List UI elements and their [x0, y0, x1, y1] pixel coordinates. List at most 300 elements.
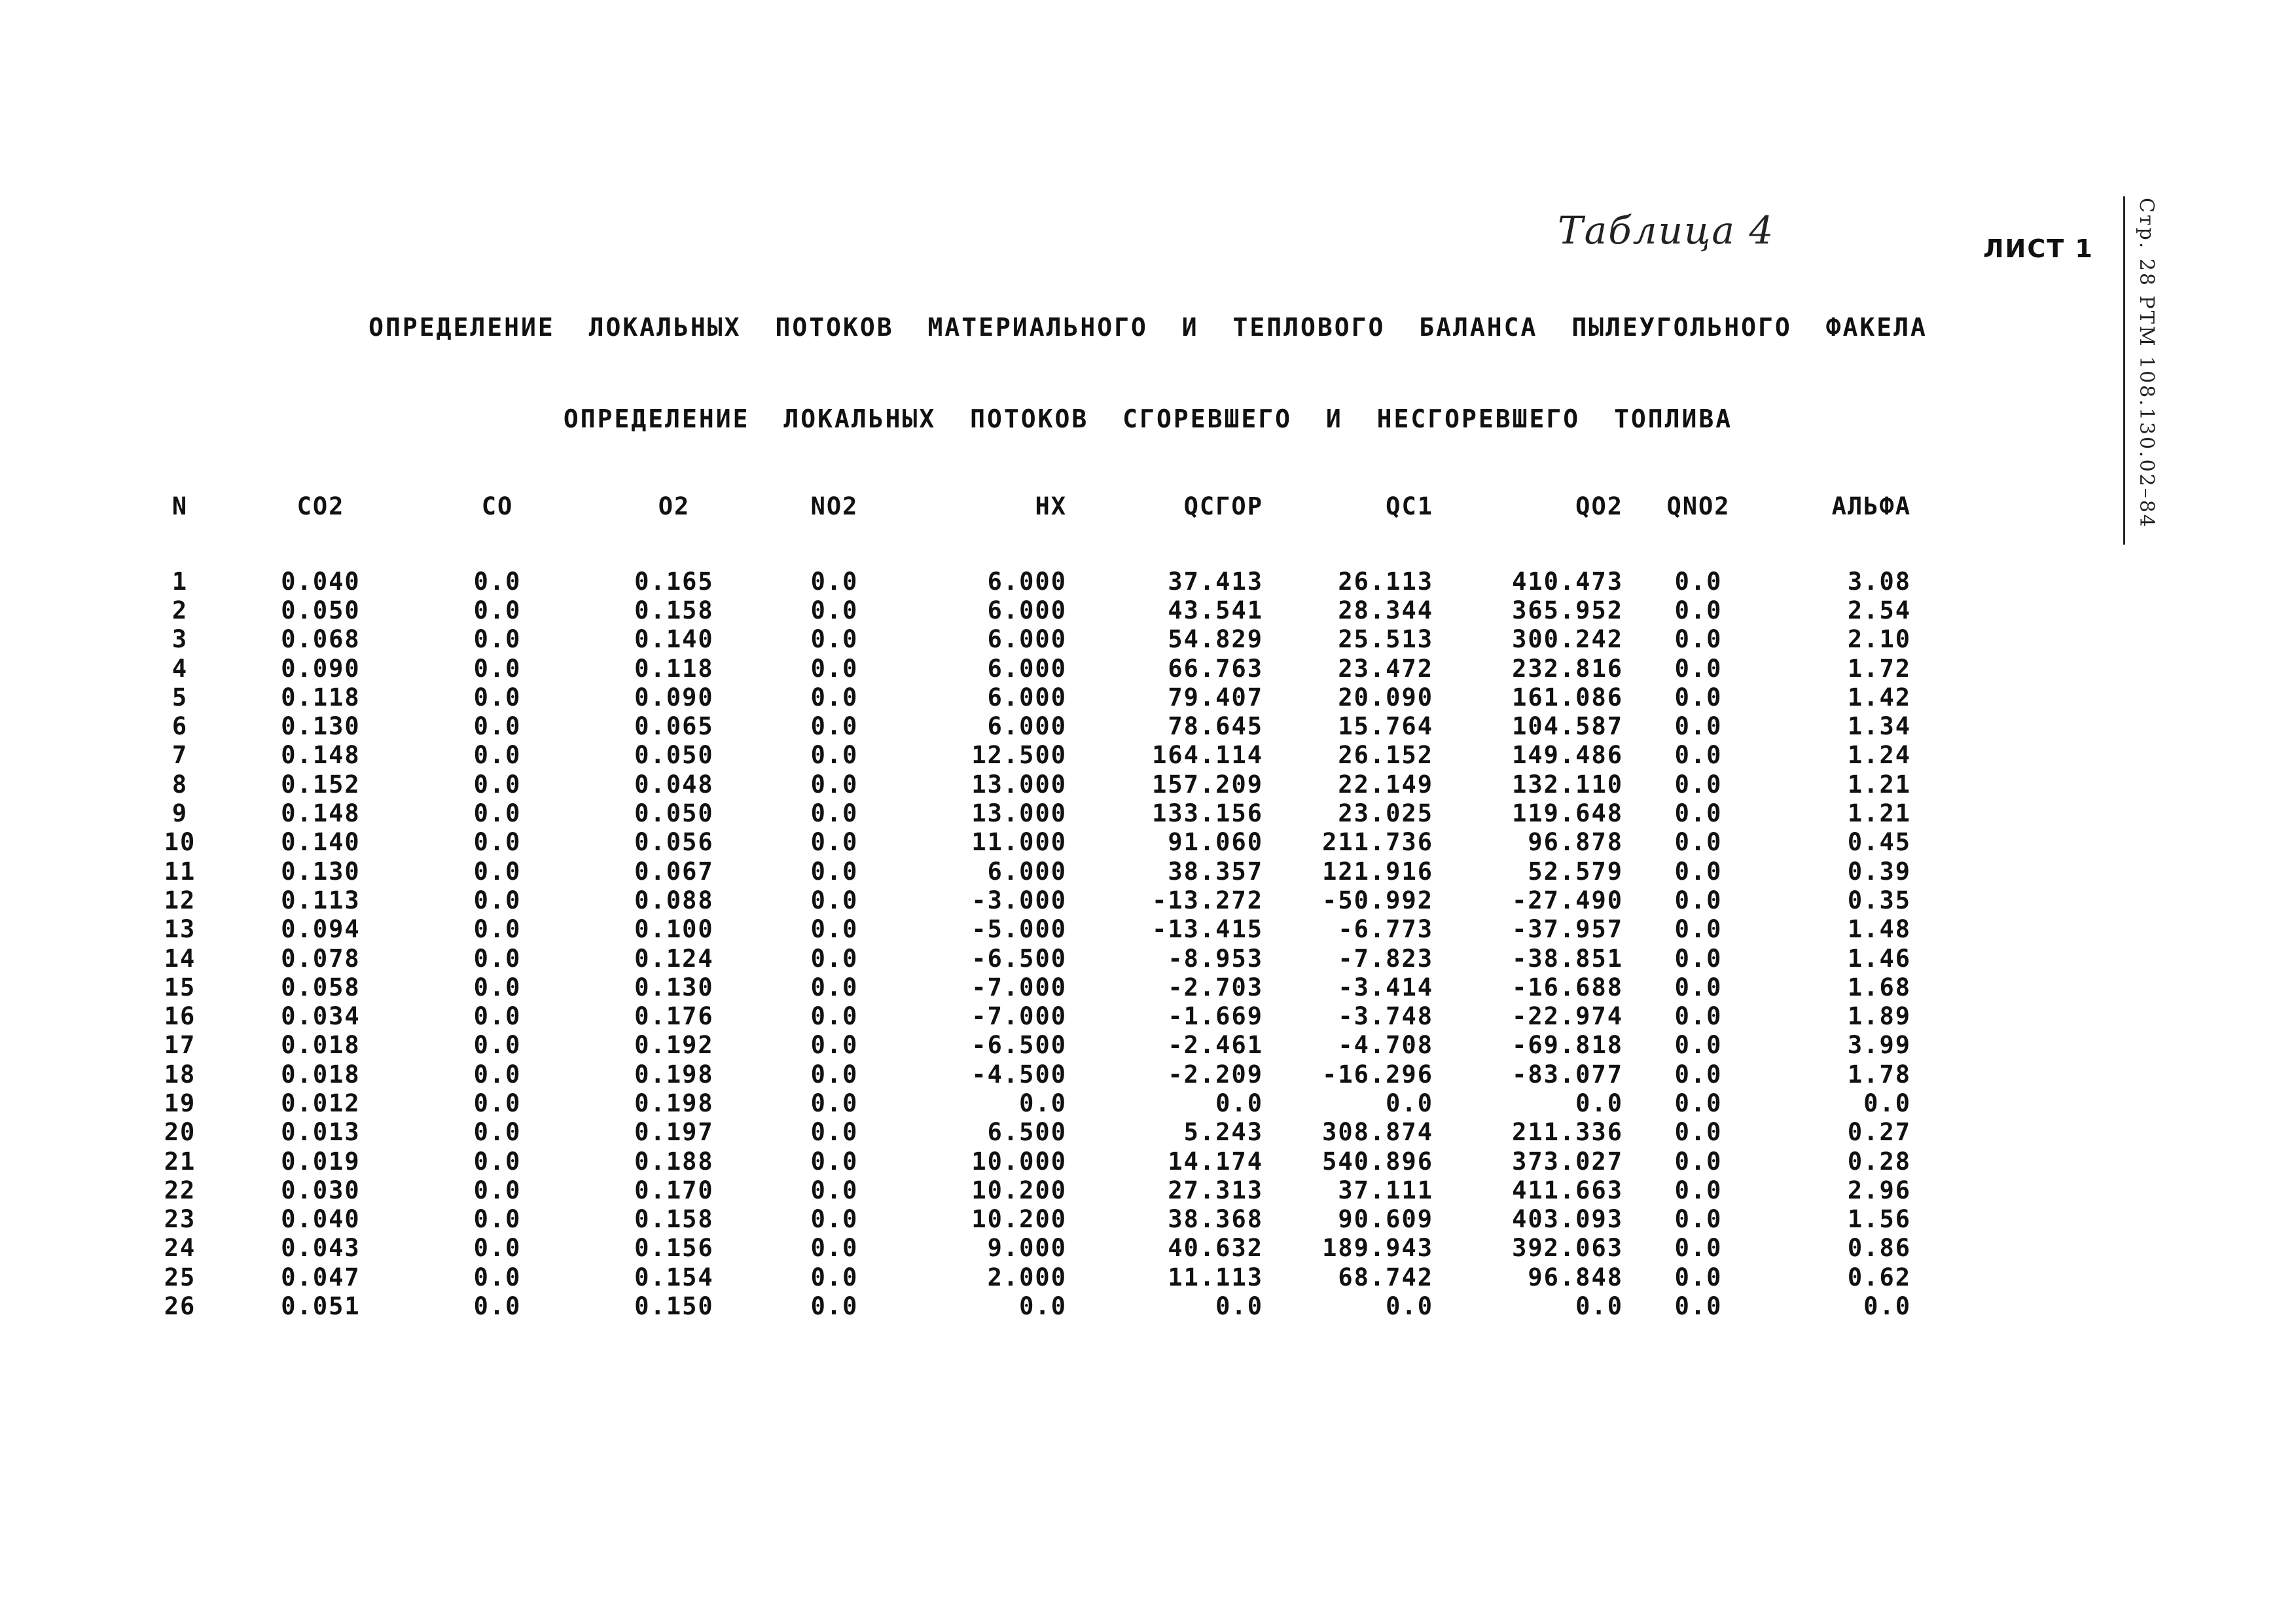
- table-cell: 0.170: [634, 1176, 714, 1204]
- table-cell: 20: [164, 1118, 196, 1147]
- table-cell: 20.090: [1338, 683, 1433, 712]
- table-cell: 11: [164, 857, 196, 886]
- table-cell: 4: [171, 654, 188, 683]
- table-cell: 0.050: [634, 741, 714, 770]
- table-cell: -69.818: [1512, 1031, 1623, 1060]
- table-cell: -16.688: [1512, 973, 1623, 1001]
- column-header: N: [171, 492, 188, 520]
- table-cell: 0.013: [281, 1118, 361, 1147]
- table-cell: 0.0: [1674, 1147, 1723, 1176]
- table-cell: 0.0: [810, 886, 859, 914]
- table-cell: 18: [164, 1060, 196, 1089]
- table-cell: 132.110: [1512, 770, 1623, 799]
- table-cell: 14.174: [1168, 1147, 1263, 1176]
- table-cell: 37.413: [1168, 567, 1263, 596]
- table-cell: 392.063: [1512, 1234, 1623, 1263]
- table-cell: 3.08: [1847, 567, 1911, 596]
- table-cell: 0.0: [810, 1031, 859, 1060]
- table-cell: 6.500: [987, 1118, 1067, 1147]
- table-cell: 0.012: [281, 1089, 361, 1117]
- table-cell: 0.0: [473, 915, 522, 944]
- table-cell: 23: [164, 1205, 196, 1234]
- table-cell: 0.140: [281, 828, 361, 857]
- table-cell: 0.040: [281, 567, 361, 596]
- table-row: [137, 944, 2022, 973]
- table-cell: 38.368: [1168, 1205, 1263, 1234]
- table-cell: 3.99: [1847, 1031, 1911, 1060]
- table-cell: 10.200: [971, 1176, 1067, 1204]
- table-cell: -8.953: [1168, 944, 1263, 973]
- table-cell: 0.0: [473, 654, 522, 683]
- table-cell: 0.158: [634, 1205, 714, 1234]
- table-cell: 0.040: [281, 1205, 361, 1234]
- table-cell: 0.198: [634, 1089, 714, 1117]
- table-cell: 0.047: [281, 1263, 361, 1291]
- table-cell: 0.198: [634, 1060, 714, 1089]
- table-cell: 0.0: [473, 567, 522, 596]
- table-cell: -1.669: [1168, 1002, 1263, 1031]
- table-cell: 54.829: [1168, 625, 1263, 654]
- table-cell: 0.0: [473, 1176, 522, 1204]
- table-cell: -3.414: [1338, 973, 1433, 1001]
- sheet-number-label: ЛИСТ 1: [1983, 234, 2094, 263]
- table-row: [137, 596, 2022, 624]
- table-cell: 10.000: [971, 1147, 1067, 1176]
- table-cell: 9.000: [987, 1234, 1067, 1263]
- table-row: [137, 1060, 2022, 1089]
- table-cell: 1.48: [1847, 915, 1911, 944]
- table-cell: 0.0: [1674, 973, 1723, 1001]
- table-row: [137, 1234, 2022, 1263]
- table-cell: -5.000: [971, 915, 1067, 944]
- table-cell: 0.0: [1674, 1118, 1723, 1147]
- table-cell: -50.992: [1322, 886, 1433, 914]
- table-cell: 0.130: [281, 712, 361, 741]
- table-cell: 0.0: [473, 886, 522, 914]
- table-cell: 21: [164, 1147, 196, 1176]
- table-cell: 25: [164, 1263, 196, 1291]
- table-cell: 0.0: [1215, 1089, 1263, 1117]
- table-row: [137, 1147, 2022, 1176]
- table-cell: 0.019: [281, 1147, 361, 1176]
- table-cell: 0.0: [810, 741, 859, 770]
- table-cell: 0.0: [473, 1118, 522, 1147]
- table-cell: 0.0: [810, 1263, 859, 1291]
- table-cell: 0.0: [1674, 625, 1723, 654]
- table-cell: 1.42: [1847, 683, 1911, 712]
- table-cell: 28.344: [1338, 596, 1433, 624]
- table-body: [137, 567, 2022, 1321]
- table-cell: 13.000: [971, 799, 1067, 828]
- table-cell: 0.0: [810, 973, 859, 1001]
- table-cell: 0.0: [473, 1263, 522, 1291]
- table-cell: 211.336: [1512, 1118, 1623, 1147]
- table-cell: 19: [164, 1089, 196, 1117]
- table-cell: 24: [164, 1234, 196, 1263]
- table-cell: 0.0: [473, 973, 522, 1001]
- table-row: [137, 1001, 2022, 1030]
- table-cell: -4.708: [1338, 1031, 1433, 1060]
- table-cell: 0.0: [473, 596, 522, 624]
- table-cell: 26.113: [1338, 567, 1433, 596]
- table-header-row: [137, 486, 2022, 526]
- table-row: [137, 1089, 2022, 1117]
- table-cell: 104.587: [1512, 712, 1623, 741]
- table-cell: 1.21: [1847, 770, 1911, 799]
- table-cell: 0.0: [1674, 596, 1723, 624]
- column-header: QNO2: [1666, 492, 1731, 520]
- table-cell: 0.0: [1674, 1234, 1723, 1263]
- table-cell: 0.056: [634, 828, 714, 857]
- table-cell: 10: [164, 828, 196, 857]
- table-cell: 0.148: [281, 799, 361, 828]
- table-cell: 0.0: [1674, 1176, 1723, 1204]
- table-row: [137, 799, 2022, 827]
- table-cell: 0.0: [1674, 886, 1723, 914]
- table-cell: 0.051: [281, 1292, 361, 1321]
- table-cell: 161.086: [1512, 683, 1623, 712]
- table-cell: 0.0: [473, 799, 522, 828]
- table-row: [137, 683, 2022, 712]
- table-row: [137, 973, 2022, 1001]
- table-cell: 2.54: [1847, 596, 1911, 624]
- table-cell: 0.0: [473, 1205, 522, 1234]
- table-cell: 0.0: [810, 1234, 859, 1263]
- table-cell: 0.0: [1674, 654, 1723, 683]
- table-cell: 2.96: [1847, 1176, 1911, 1204]
- table-cell: 0.0: [473, 1089, 522, 1117]
- table-cell: -3.748: [1338, 1002, 1433, 1031]
- table-row: [137, 915, 2022, 944]
- table-cell: 0.090: [634, 683, 714, 712]
- column-header: HX: [1035, 492, 1067, 520]
- table-cell: 0.0: [1674, 567, 1723, 596]
- table-row: [137, 654, 2022, 683]
- table-cell: 0.0: [473, 1234, 522, 1263]
- table-cell: 211.736: [1322, 828, 1433, 857]
- table-cell: 0.0: [810, 944, 859, 973]
- table-cell: 0.148: [281, 741, 361, 770]
- table-cell: 0.0: [1674, 944, 1723, 973]
- table-row: [137, 770, 2022, 799]
- table-cell: 0.0: [1215, 1292, 1263, 1321]
- table-cell: 0.018: [281, 1060, 361, 1089]
- table-cell: 0.118: [634, 654, 714, 683]
- table-cell: 0.043: [281, 1234, 361, 1263]
- table-cell: 1.21: [1847, 799, 1911, 828]
- document-heading-secondary: ОПРЕДЕЛЕНИЕ ЛОКАЛЬНЫХ ПОТОКОВ СГОРЕВШЕГО И НЕСГОРЕВШЕГО ТОПЛИВА: [563, 405, 1733, 433]
- table-cell: 164.114: [1152, 741, 1263, 770]
- side-reference-rule: [2123, 196, 2125, 545]
- table-cell: 0.0: [1386, 1292, 1433, 1321]
- table-cell: 2: [171, 596, 188, 624]
- table-cell: 0.0: [473, 828, 522, 857]
- document-heading-primary: ОПРЕДЕЛЕНИЕ ЛОКАЛЬНЫХ ПОТОКОВ МАТЕРИАЛЬНОГО И ТЕПЛОВОГО БАЛАНСА ПЫЛЕУГОЛЬНОГО ФАКЕЛА: [368, 313, 1928, 342]
- table-cell: 373.027: [1512, 1147, 1623, 1176]
- table-cell: 121.916: [1322, 857, 1433, 886]
- table-cell: 7: [171, 741, 188, 770]
- table-cell: -22.974: [1512, 1002, 1623, 1031]
- table-cell: -27.490: [1512, 886, 1623, 914]
- table-cell: 0.0: [810, 857, 859, 886]
- table-cell: 0.0: [1674, 770, 1723, 799]
- table-number-label: Таблица 4: [1558, 208, 1775, 253]
- table-cell: 0.152: [281, 770, 361, 799]
- table-cell: 232.816: [1512, 654, 1623, 683]
- column-header: CO2: [296, 492, 345, 520]
- table-cell: 540.896: [1322, 1147, 1433, 1176]
- table-cell: 0.0: [810, 1176, 859, 1204]
- table-cell: 0.0: [810, 799, 859, 828]
- table-cell: -83.077: [1512, 1060, 1623, 1089]
- table-cell: 149.486: [1512, 741, 1623, 770]
- table-cell: 0.0: [810, 1089, 859, 1117]
- table-cell: 40.632: [1168, 1234, 1263, 1263]
- table-row: [137, 712, 2022, 740]
- table-cell: 5.243: [1183, 1118, 1263, 1147]
- table-cell: 15.764: [1338, 712, 1433, 741]
- table-cell: 0.0: [1674, 1089, 1723, 1117]
- table-cell: 0.0: [810, 625, 859, 654]
- table-cell: 0.197: [634, 1118, 714, 1147]
- table-cell: 0.090: [281, 654, 361, 683]
- table-row: [137, 1291, 2022, 1320]
- table-cell: 6.000: [987, 712, 1067, 741]
- table-cell: 10.200: [971, 1205, 1067, 1234]
- table-cell: 0.0: [810, 683, 859, 712]
- table-cell: 0.0: [1674, 741, 1723, 770]
- table-cell: -2.461: [1168, 1031, 1263, 1060]
- table-cell: 0.0: [1674, 1205, 1723, 1234]
- table-cell: 6.000: [987, 654, 1067, 683]
- table-cell: 12.500: [971, 741, 1067, 770]
- table-cell: 0.048: [634, 770, 714, 799]
- table-cell: 0.62: [1847, 1263, 1911, 1291]
- table-cell: 0.0: [810, 596, 859, 624]
- table-cell: 0.0: [1674, 1031, 1723, 1060]
- table-cell: 22.149: [1338, 770, 1433, 799]
- table-cell: 403.093: [1512, 1205, 1623, 1234]
- table-cell: 0.0: [473, 741, 522, 770]
- table-cell: 0.0: [810, 828, 859, 857]
- table-cell: 0.150: [634, 1292, 714, 1321]
- table-cell: 157.209: [1152, 770, 1263, 799]
- table-cell: 0.058: [281, 973, 361, 1001]
- column-header: QС1: [1386, 492, 1433, 520]
- table-cell: 0.0: [1674, 1002, 1723, 1031]
- table-cell: 0.0: [810, 1118, 859, 1147]
- table-cell: 0.030: [281, 1176, 361, 1204]
- table-cell: 0.176: [634, 1002, 714, 1031]
- table-cell: 17: [164, 1031, 196, 1060]
- table-cell: 0.0: [810, 1205, 859, 1234]
- table-cell: 0.068: [281, 625, 361, 654]
- table-cell: 0.0: [1674, 712, 1723, 741]
- table-cell: 0.0: [1674, 799, 1723, 828]
- table-row: [137, 857, 2022, 886]
- table-cell: -7.000: [971, 973, 1067, 1001]
- table-row: [137, 828, 2022, 857]
- table-cell: 0.0: [1575, 1089, 1623, 1117]
- table-cell: -38.851: [1512, 944, 1623, 973]
- table-cell: 38.357: [1168, 857, 1263, 886]
- table-cell: 0.0: [1674, 1060, 1723, 1089]
- table-cell: 119.648: [1512, 799, 1623, 828]
- table-cell: 6.000: [987, 596, 1067, 624]
- table-row: [137, 741, 2022, 770]
- table-cell: 5: [171, 683, 188, 712]
- table-row: [137, 1263, 2022, 1291]
- table-cell: 27.313: [1168, 1176, 1263, 1204]
- table-cell: 0.27: [1847, 1118, 1911, 1147]
- table-row: [137, 886, 2022, 914]
- table-cell: 23.472: [1338, 654, 1433, 683]
- table-cell: 0.0: [473, 1002, 522, 1031]
- table-row: [137, 567, 2022, 596]
- table-cell: 0.0: [473, 944, 522, 973]
- table-cell: 26: [164, 1292, 196, 1321]
- table-cell: 0.188: [634, 1147, 714, 1176]
- table-cell: 0.192: [634, 1031, 714, 1060]
- table-cell: 0.156: [634, 1234, 714, 1263]
- table-cell: 13: [164, 915, 196, 944]
- table-cell: 0.130: [634, 973, 714, 1001]
- table-cell: 189.943: [1322, 1234, 1433, 1263]
- table-cell: 37.111: [1338, 1176, 1433, 1204]
- table-cell: 11.113: [1168, 1263, 1263, 1291]
- table-cell: -2.209: [1168, 1060, 1263, 1089]
- table-cell: 1.24: [1847, 741, 1911, 770]
- table-cell: 8: [171, 770, 188, 799]
- table-cell: 0.0: [1019, 1292, 1067, 1321]
- table-cell: 0.0: [473, 1060, 522, 1089]
- table-cell: 0.018: [281, 1031, 361, 1060]
- table-cell: 0.0: [1674, 683, 1723, 712]
- table-cell: 0.39: [1847, 857, 1911, 886]
- table-cell: 0.154: [634, 1263, 714, 1291]
- table-cell: 0.0: [473, 857, 522, 886]
- table-cell: 308.874: [1322, 1118, 1433, 1147]
- table-cell: 23.025: [1338, 799, 1433, 828]
- table-cell: 0.45: [1847, 828, 1911, 857]
- table-cell: 0.0: [1575, 1292, 1623, 1321]
- table-cell: 0.0: [810, 915, 859, 944]
- table-cell: 12: [164, 886, 196, 914]
- table-row: [137, 1205, 2022, 1234]
- table-cell: 133.156: [1152, 799, 1263, 828]
- table-cell: 0.0: [1863, 1292, 1911, 1321]
- table-cell: 26.152: [1338, 741, 1433, 770]
- table-cell: 0.113: [281, 886, 361, 914]
- table-cell: -37.957: [1512, 915, 1623, 944]
- table-cell: 0.140: [634, 625, 714, 654]
- table-cell: 68.742: [1338, 1263, 1433, 1291]
- side-page-reference: Стр. 28 РТМ 108.130.02–84: [2135, 198, 2158, 529]
- table-cell: 1.46: [1847, 944, 1911, 973]
- table-cell: 0.0: [1674, 1263, 1723, 1291]
- table-cell: 0.118: [281, 683, 361, 712]
- table-cell: 0.124: [634, 944, 714, 973]
- table-cell: 0.86: [1847, 1234, 1911, 1263]
- table-cell: 15: [164, 973, 196, 1001]
- table-cell: 0.0: [473, 1292, 522, 1321]
- table-cell: 96.848: [1528, 1263, 1623, 1291]
- table-cell: 0.130: [281, 857, 361, 886]
- column-header: АЛЬФА: [1831, 492, 1911, 520]
- table-row: [137, 1031, 2022, 1060]
- table-cell: 0.088: [634, 886, 714, 914]
- table-cell: 0.0: [1386, 1089, 1433, 1117]
- table-cell: 52.579: [1528, 857, 1623, 886]
- table-cell: 16: [164, 1002, 196, 1031]
- table-cell: 0.0: [810, 712, 859, 741]
- table-cell: 0.0: [810, 567, 859, 596]
- table-cell: 91.060: [1168, 828, 1263, 857]
- table-cell: 1.89: [1847, 1002, 1911, 1031]
- table-cell: 6.000: [987, 625, 1067, 654]
- table-cell: 0.0: [810, 1060, 859, 1089]
- table-cell: 411.663: [1512, 1176, 1623, 1204]
- table-cell: 14: [164, 944, 196, 973]
- column-header: CO: [481, 492, 514, 520]
- column-header: NO2: [810, 492, 859, 520]
- table-cell: -16.296: [1322, 1060, 1433, 1089]
- table-row: [137, 1118, 2022, 1147]
- table-cell: 2.000: [987, 1263, 1067, 1291]
- table-cell: 11.000: [971, 828, 1067, 857]
- table-cell: 0.0: [810, 654, 859, 683]
- table-cell: 79.407: [1168, 683, 1263, 712]
- table-cell: 0.165: [634, 567, 714, 596]
- table-cell: 0.100: [634, 915, 714, 944]
- table-cell: 0.28: [1847, 1147, 1911, 1176]
- table-cell: 0.0: [810, 1292, 859, 1321]
- table-cell: 6.000: [987, 857, 1067, 886]
- table-cell: 0.0: [473, 1147, 522, 1176]
- table-cell: -6.773: [1338, 915, 1433, 944]
- table-cell: 410.473: [1512, 567, 1623, 596]
- table-cell: 365.952: [1512, 596, 1623, 624]
- table-cell: 0.0: [473, 683, 522, 712]
- table-cell: -7.000: [971, 1002, 1067, 1031]
- table-cell: 43.541: [1168, 596, 1263, 624]
- table-cell: 0.0: [810, 1002, 859, 1031]
- table-cell: 13.000: [971, 770, 1067, 799]
- table-cell: 90.609: [1338, 1205, 1433, 1234]
- table-cell: 0.0: [473, 712, 522, 741]
- table-cell: -2.703: [1168, 973, 1263, 1001]
- table-row: [137, 1176, 2022, 1204]
- table-cell: 0.078: [281, 944, 361, 973]
- table-cell: 0.050: [281, 596, 361, 624]
- table-cell: 300.242: [1512, 625, 1623, 654]
- table-cell: 0.065: [634, 712, 714, 741]
- table-cell: 6: [171, 712, 188, 741]
- table-cell: -4.500: [971, 1060, 1067, 1089]
- column-header: O2: [658, 492, 691, 520]
- table-cell: 0.0: [1674, 828, 1723, 857]
- table-cell: 0.0: [473, 770, 522, 799]
- column-header: QO2: [1575, 492, 1623, 520]
- table-cell: 0.067: [634, 857, 714, 886]
- table-cell: 0.158: [634, 596, 714, 624]
- table-cell: 0.094: [281, 915, 361, 944]
- table-cell: -6.500: [971, 944, 1067, 973]
- table-cell: 0.0: [1674, 915, 1723, 944]
- table-cell: 0.0: [473, 625, 522, 654]
- table-cell: 0.0: [1674, 1292, 1723, 1321]
- table-cell: 1.56: [1847, 1205, 1911, 1234]
